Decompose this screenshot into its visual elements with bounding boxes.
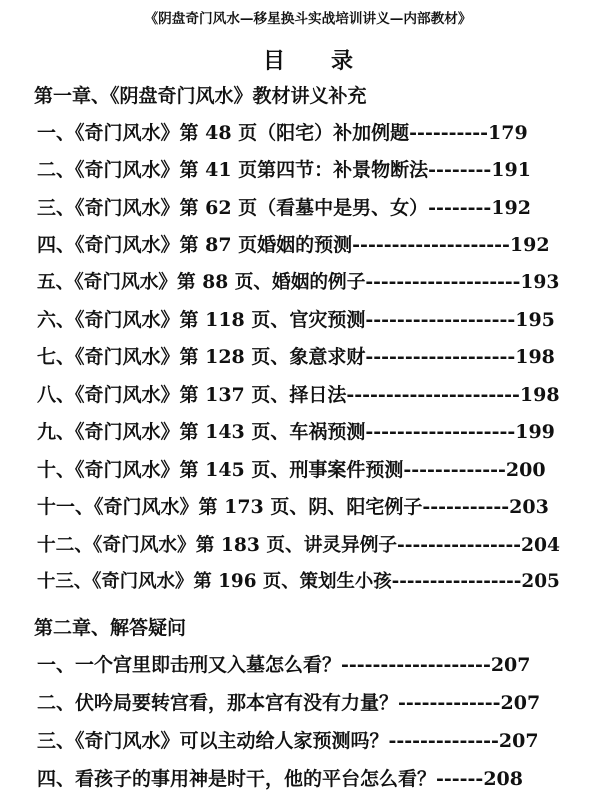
toc-entry: 七、《奇门风水》第 128 页、象意求财-------------------198 — [37, 346, 555, 368]
toc-entry: 十二、《奇门风水》第 183 页、讲灵异例子----------------204 — [37, 534, 561, 556]
toc-entry: 八、《奇门风水》第 137 页、择日法----------------------198 — [37, 384, 560, 406]
chapter-heading: 第一章、《阴盘奇门风水》教材讲义补充 — [34, 85, 367, 107]
toc-entry: 二、《奇门风水》第 41 页第四节：补景物断法--------191 — [37, 159, 531, 181]
toc-entry: 三、《奇门风水》可以主动给人家预测吗？--------------207 — [37, 730, 539, 752]
toc-title: 目 录 — [263, 48, 353, 74]
toc-entry: 五、《奇门风水》第 88 页、婚姻的例子--------------------193 — [37, 271, 560, 293]
toc-entry: 四、看孩子的事用神是时干，他的平台怎么看？------208 — [37, 768, 523, 790]
toc-entry: 九、《奇门风水》第 143 页、车祸预测-------------------199 — [37, 421, 555, 443]
toc-entry: 十一、《奇门风水》第 173 页、阴、阳宅例子-----------203 — [37, 496, 549, 518]
toc-entry: 十三、《奇门风水》第 196 页、策划生小孩-----------------205 — [37, 571, 560, 592]
chapter-heading: 第二章、解答疑问 — [34, 617, 187, 639]
toc-entry: 十、《奇门风水》第 145 页、刑事案件预测-------------200 — [37, 459, 546, 481]
toc-entry: 一、一个宫里即击刑又入墓怎么看？-------------------207 — [37, 654, 531, 676]
toc-entry: 四、《奇门风水》第 87 页婚姻的预测--------------------192 — [37, 234, 550, 256]
toc-entry: 一、《奇门风水》第 48 页（阳宅）补加例题----------179 — [37, 122, 528, 144]
toc-entry: 六、《奇门风水》第 118 页、官灾预测-------------------195 — [37, 309, 555, 331]
toc-entry: 三、《奇门风水》第 62 页（看墓中是男、女）--------192 — [37, 197, 531, 219]
toc-entry: 二、伏吟局要转宫看，那本宫有没有力量？-------------207 — [37, 692, 541, 714]
document-header: 《阴盘奇门风水—移星换斗实战培训讲义—内部教材》 — [144, 11, 472, 27]
